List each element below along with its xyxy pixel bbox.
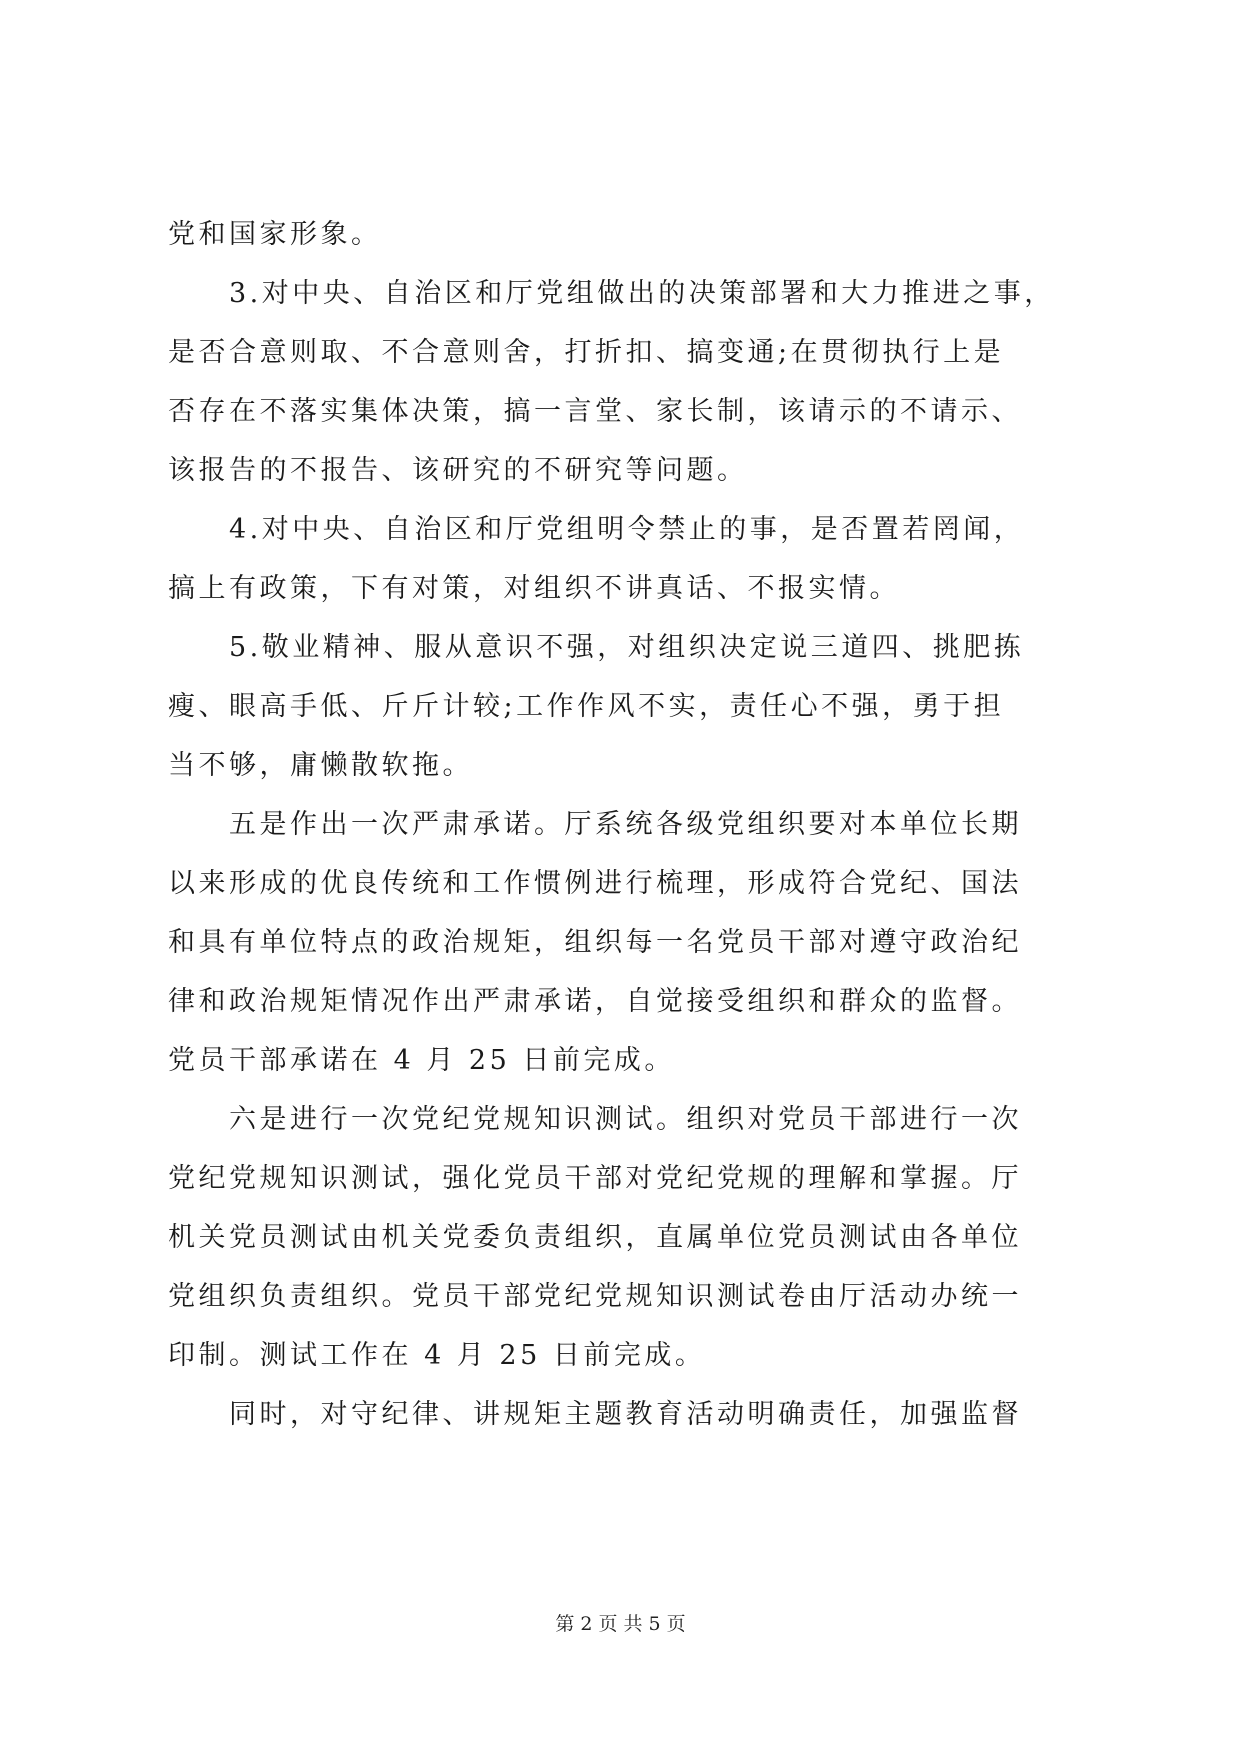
text-line: 4.对中央、自治区和厅党组明令禁止的事，是否置若罔闻， <box>168 514 1025 545</box>
text-line: 印制。测试工作在 4 月 25 日前完成。 <box>168 1340 706 1371</box>
text-line: 以来形成的优良传统和工作惯例进行梳理，形成符合党纪、国法 <box>168 868 1022 899</box>
text-line: 同时，对守纪律、讲规矩主题教育活动明确责任，加强监督 <box>168 1399 1022 1430</box>
text-line: 律和政治规矩情况作出严肃承诺，自觉接受组织和群众的监督。 <box>168 986 1022 1017</box>
text-line: 五是作出一次严肃承诺。厅系统各级党组织要对本单位长期 <box>168 809 1022 840</box>
text-line: 党组织负责组织。党员干部党纪党规知识测试卷由厅活动办统一 <box>168 1281 1022 1312</box>
text-line: 机关党员测试由机关党委负责组织，直属单位党员测试由各单位 <box>168 1222 1022 1253</box>
text-line: 该报告的不报告、该研究的不研究等问题。 <box>168 455 748 486</box>
page-number-footer: 第 2 页 共 5 页 <box>555 1613 686 1635</box>
text-line: 是否合意则取、不合意则舍，打折扣、搞变通;在贯彻执行上是 <box>168 337 1005 368</box>
text-line: 5.敬业精神、服从意识不强，对组织决定说三道四、挑肥拣 <box>168 632 1025 663</box>
text-line: 和具有单位特点的政治规矩，组织每一名党员干部对遵守政治纪 <box>168 927 1022 958</box>
text-line: 搞上有政策，下有对策，对组织不讲真话、不报实情。 <box>168 573 900 604</box>
text-line: 瘦、眼高手低、斤斤计较;工作作风不实，责任心不强，勇于担 <box>168 691 1005 722</box>
text-line: 党员干部承诺在 4 月 25 日前完成。 <box>168 1045 675 1076</box>
document-body <box>168 205 1088 1444</box>
text-line: 3.对中央、自治区和厅党组做出的决策部署和大力推进之事， <box>168 278 1055 309</box>
text-line: 党纪党规知识测试，强化党员干部对党纪党规的理解和掌握。厅 <box>168 1163 1022 1194</box>
text-line: 党和国家形象。 <box>168 219 382 250</box>
text-line: 否存在不落实集体决策，搞一言堂、家长制，该请示的不请示、 <box>168 396 1022 427</box>
text-line: 当不够，庸懒散软拖。 <box>168 750 473 781</box>
text-line: 六是进行一次党纪党规知识测试。组织对党员干部进行一次 <box>168 1104 1022 1135</box>
